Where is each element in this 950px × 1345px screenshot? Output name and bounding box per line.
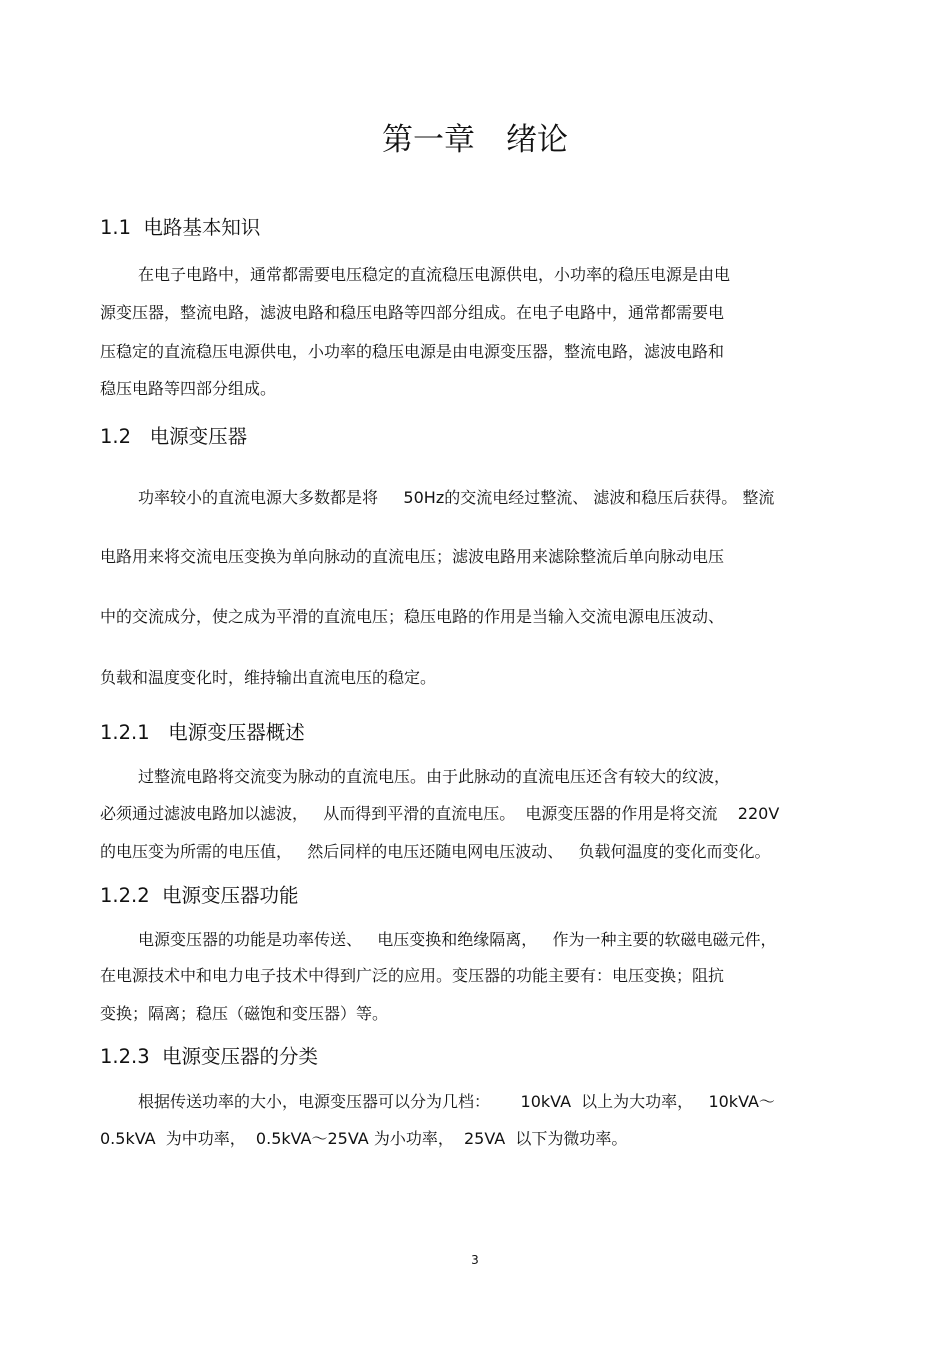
page-number: 3 (471, 1253, 479, 1267)
section-1-2-line-4: 负载和温度变化时，维持输出直流电压的稳定。 (100, 668, 437, 687)
section-1-2-line-2: 电路用来将交流电压变换为单向脉动的直流电压；滤波电路用来滤除整流后单向脉动电压 (100, 547, 725, 566)
section-1-2-1-line-2: 必须通过滤波电路加以滤波， 从而得到平滑的直流电压。 电源变压器的作用是将交流 220V (100, 804, 780, 823)
section-1-2-1-line-3: 的电压变为所需的电压值， 然后同样的电压还随电网电压波动、 负载何温度的变化而变化。 (100, 842, 771, 861)
section-1-2-heading: 1.2 电源变压器 (100, 425, 248, 448)
section-1-2-2-line-3: 变换；隔离；稳压（磁饱和变压器）等。 (100, 1004, 389, 1023)
section-1-2-line-3: 中的交流成分，使之成为平滑的直流电压；稳压电路的作用是当输入交流电源电压波动、 (100, 607, 725, 626)
section-1-1-line-2: 源变压器，整流电路，滤波电路和稳压电路等四部分组成。在电子电路中，通常都需要电 (100, 303, 725, 322)
chapter-title: 第一章 绪论 (382, 122, 568, 158)
section-1-2-3-line-2: 0.5kVA 为中功率， 0.5kVA～25VA 为小功率， 25VA 以下为微功率。 (100, 1129, 628, 1148)
section-1-1-heading: 1.1 电路基本知识 (100, 216, 261, 239)
section-1-2-3-line-1: 根据传送功率的大小，电源变压器可以分为几档： 10kVA 以上为大功率， 10kVA～ (138, 1092, 775, 1111)
section-1-1-line-1: 在电子电路中，通常都需要电压稳定的直流稳压电源供电，小功率的稳压电源是由电 (138, 265, 731, 284)
section-1-2-3-heading: 1.2.3 电源变压器的分类 (100, 1045, 319, 1068)
section-1-2-2-line-2: 在电源技术中和电力电子技术中得到广泛的应用。变压器的功能主要有：电压变换；阻抗 (100, 966, 725, 985)
section-1-2-2-line-1: 电源变压器的功能是功率传送、 电压变换和绝缘隔离， 作为一种主要的软磁电磁元件， (138, 930, 777, 949)
section-1-2-1-heading: 1.2.1 电源变压器概述 (100, 721, 305, 744)
section-1-2-line-1: 功率较小的直流电源大多数都是将 50Hz的交流电经过整流、 滤波和稳压后获得。 整流 (138, 488, 775, 507)
section-1-2-1-line-1: 过整流电路将交流变为脉动的直流电压。由于此脉动的直流电压还含有较大的纹波， (138, 767, 731, 786)
section-1-1-line-4: 稳压电路等四部分组成。 (100, 379, 277, 398)
section-1-2-2-heading: 1.2.2 电源变压器功能 (100, 884, 299, 907)
section-1-1-line-3: 压稳定的直流稳压电源供电，小功率的稳压电源是由电源变压器，整流电路，滤波电路和 (100, 342, 725, 361)
